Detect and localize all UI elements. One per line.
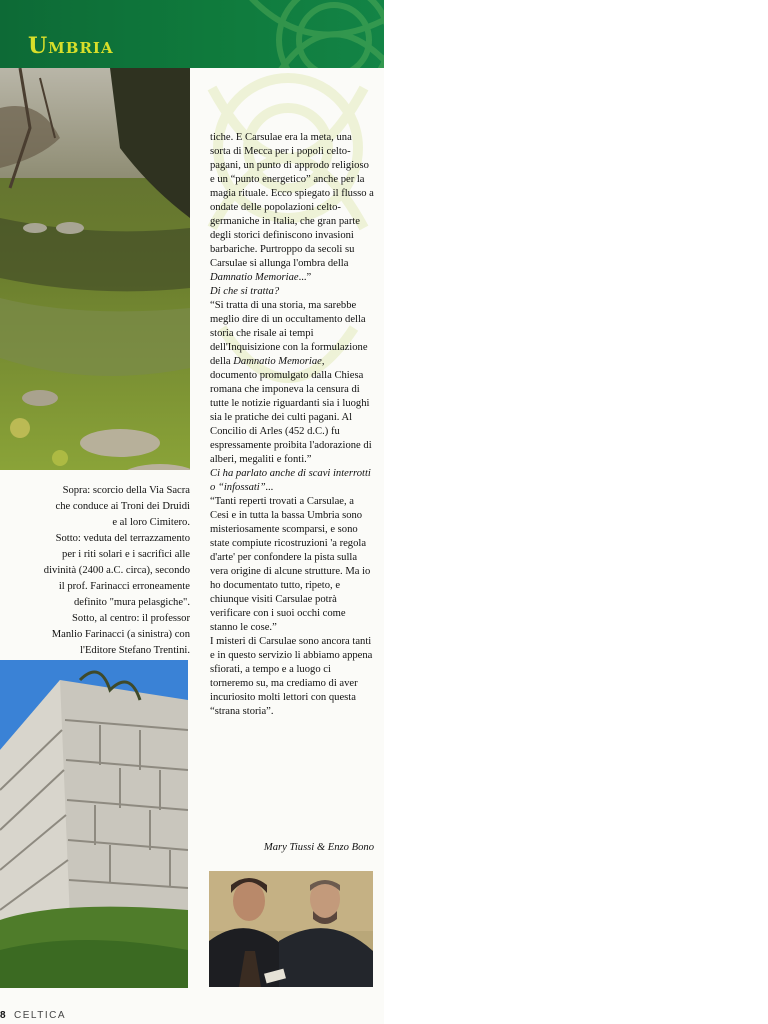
caption-line: Sotto: veduta del terrazzamento (55, 533, 190, 544)
article-paragraph: I misteri di Carsulae sono ancora tanti e in questo servizio li abbiamo appena sfiorati, a tempo e a luogo ci torneremo su, ma crediamo di aver incuriosito molti lettori con questa “strana storia”. (210, 636, 373, 717)
caption-line: il prof. Farinacci erroneamente (58, 581, 190, 592)
celtic-knot-decoration (184, 0, 384, 68)
page-number: 8 (0, 1010, 6, 1021)
caption-line: che conduce ai Troni dei Druidi (55, 501, 190, 512)
article-emphasis: Damnatio Memoriae (233, 356, 322, 367)
magazine-name: CELTICA (14, 1010, 66, 1021)
article-body (210, 131, 374, 719)
article-text: tiche. E Carsulae era la meta, una sorta di Mecca per i popoli celto-pagani, un punto di approdo religioso e un “punto energetico” anche per la magia rituale. Ecco spiegato il flusso a ondate delle popolazioni celto-germaniche in Italia, che gran parte degli storici definiscono invasioni barbariche. Purtroppo da secoli su Carsulae si allunga l'ombra della (210, 132, 374, 269)
terrace-wall-photo (0, 660, 188, 988)
interview-question: Ci ha parlato anche di scavi interrotti o “infossati”... (210, 468, 371, 493)
caption-line: definito "mura pelasgiche". (73, 597, 190, 608)
caption-line: Sopra: scorcio della Via Sacra (62, 485, 190, 496)
article-paragraph (210, 299, 374, 467)
author-signature: Mary Tiussi & Enzo Bono (263, 842, 374, 853)
caption-line: per i riti solari e i sacrifici alle (62, 549, 190, 560)
article-text: “Si tratta di una storia, ma sarebbe meglio dire di un occultamento della storia che risale ai tempi dell'Inquisizione con la formulazione della (210, 300, 368, 367)
article-text: , documento promulgato dalla Chiesa romana che imponeva la censura di tutte le notizie riguardanti sia i luoghi sia le pratiche dei culti pagani. Al Concilio di Arles (452 d.C.) fu espressamente proibita l'adorazione di alberi, megaliti e fonti.” (210, 356, 372, 465)
photo-caption (8, 483, 190, 659)
caption-line: l'Editore Stefano Trentini. (80, 645, 190, 656)
article-emphasis: Damnatio Memoriae (210, 272, 299, 283)
caption-line: divinità (2400 a.C. circa), secondo (43, 565, 190, 576)
via-sacra-photo (0, 68, 190, 470)
article-paragraph: “Tanti reperti trovati a Carsulae, a Cesi e in tutta la bassa Umbria sono misteriosamente scomparsi, e sono state compiute ricostruzioni 'a regola d'arte' per confondere la pista sulla vera origine di alcune strutture. Ma io ho documentato tutto, ripeto, e chiunque visiti Carsulae potrà verificare con i suoi occhi come stanno le cose.” (210, 496, 371, 633)
interview-question: Di che si tratta? (210, 286, 280, 297)
section-title: Umbria (28, 33, 114, 59)
caption-line: Sotto, al centro: il professor (72, 613, 190, 624)
caption-line: Manlio Farinacci (a sinistra) con (51, 629, 190, 640)
caption-line: e al loro Cimitero. (112, 517, 190, 528)
article-paragraph (210, 131, 374, 285)
section-header-banner (0, 0, 384, 68)
article-text: ...” (298, 272, 312, 283)
blank-facing-area (384, 0, 768, 1024)
page-footer (0, 1006, 384, 1024)
farinacci-trentini-photo (209, 871, 373, 987)
